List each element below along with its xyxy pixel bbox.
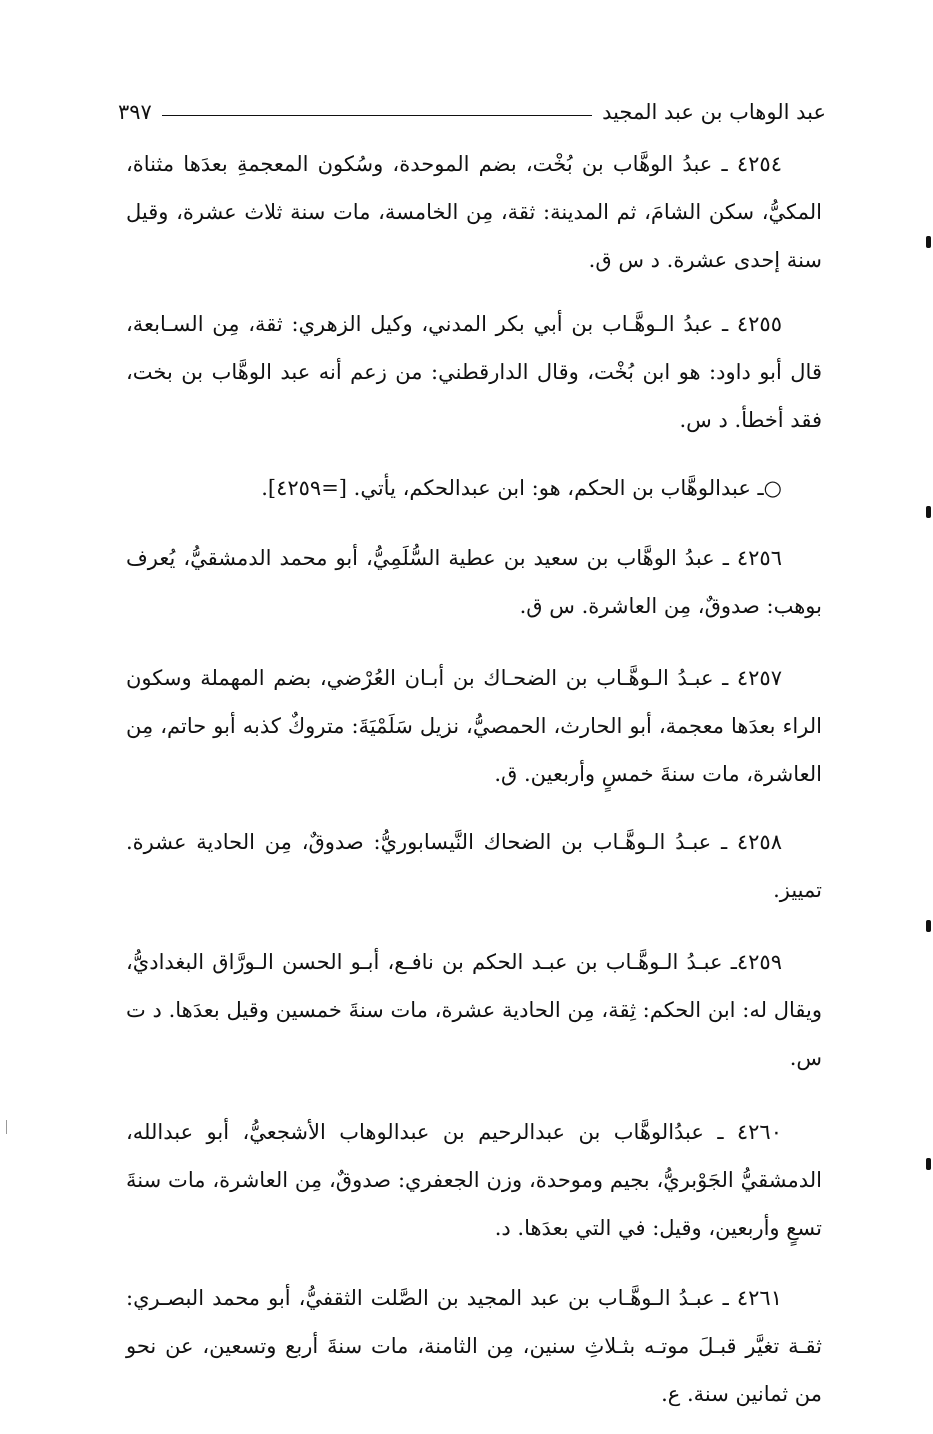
page-number: ٣٩٧ [118,100,152,124]
scan-edge-speck [6,1120,7,1134]
margin-mark [926,1158,931,1170]
entry-4257: ٤٢٥٧ ـ عبـدُ الـوهَّـاب بن الضحـاك بن أبـان العُرْضي، بضم المهملة وسكون الراء بعدَها معجمة، أبو الحارث، الحمصيُّ، نزيل سَلَمْيَةَ: متروكٌ كذبه أبو حاتم، مِن العاشرة، مات سنةَ خمسٍ وأربعين. ق. [126,666,822,786]
entry-4261: ٤٢٦١ ـ عبـدُ الـوهَّـاب بن عبد المجيد بن الصَّلت الثقفيُّ، أبو محمد البصـري: ثقـة تغيَّر قبـلَ موتـه بثـلاثِ سنين، مِن الثامنة، مات سنةَ أربع وتسعين، عن نحو من ثمانين سنة. ع. [126,1286,822,1406]
margin-mark [926,506,931,518]
entry-4258: ٤٢٥٨ ـ عبـدُ الـوهَّـاب بن الضحاك النَّيسابوريُّ: صدوقٌ، مِن الحادية عشرة. تمييز. [126,830,822,902]
entry-4255: ٤٢٥٥ ـ عبدُ الـوهَّـاب بن أبي بكر المدني، وكيل الزهري: ثقة، مِن السـابعة، قال أبو داود: هو ابن بُخْت، وقال الدارقطني: من زعم أنه عبد الوهَّاب بن بخت، فقد أخطأ. د س. [126,312,822,432]
entry-4260: ٤٢٦٠ ـ عبدُالوهَّاب بن عبدالرحيم بن عبدالوهاب الأشجعيُّ، أبو عبدالله، الدمشقيُّ الجَوْبريُّ، بجيم وموحدة، وزن الجعفري: صدوقٌ، مِن العاشرة، مات سنةَ تسعٍ وأربعين، وقيل: في التي بعدَها. د. [126,1120,822,1240]
margin-mark [926,920,931,932]
margin-mark [926,236,931,248]
entry-cross-reference: ○ـ عبدالوهَّاب بن الحكم، هو: ابن عبدالحكم، يأتي. [=٤٢٥٩]. [261,476,782,500]
entry-4256: ٤٢٥٦ ـ عبدُ الوهَّاب بن سعيد بن عطية السُّلَمِيُّ، أبو محمد الدمشقيُّ، يُعرف بوهب: صدوقٌ، مِن العاشرة. س ق. [126,546,822,618]
header-rule [162,115,592,116]
page-header [118,96,826,128]
entry-4254: ٤٢٥٤ ـ عبدُ الوهَّاب بن بُخْت، بضم الموحدة، وسُكون المعجمةِ بعدَها مثناة، المكيُّ، سكن الشامَ، ثم المدينة: ثقة، مِن الخامسة، مات سنة ثلاث عشرة، وقيل سنة إحدى عشرة. د س ق. [126,152,822,272]
entries-list [126,140,822,1434]
entry-4259: ٤٢٥٩ـ عبـدُ الـوهَّـاب بن عبـد الحكم بن نافـع، أبـو الحسن الـورَّاق البغداديُّ، ويقال له: ابن الحكم: ثِقة، مِن الحادية عشرة، مات سنةَ خمسين وقيل بعدَها. د ت س. [126,950,822,1070]
running-title: عبد الوهاب بن عبد المجيد [602,100,826,124]
